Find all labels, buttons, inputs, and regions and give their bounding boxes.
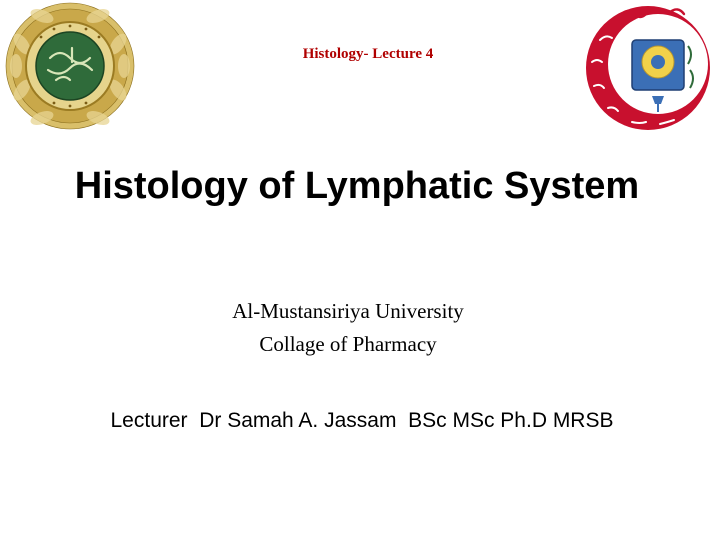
- university-name: Al-Mustansiriya University: [232, 299, 464, 323]
- lecturer-line: Lecturer Dr Samah A. Jassam BSc MSc Ph.D MRSB: [110, 409, 614, 432]
- slide-title: Histology of Lymphatic System: [74, 165, 640, 207]
- institution-block: [0, 295, 696, 361]
- pharmacy-college-emblem-icon: [578, 0, 718, 134]
- university-seal-icon: [2, 0, 138, 134]
- college-name: Collage of Pharmacy: [259, 332, 437, 356]
- lecture-label: Histology- Lecture 4: [302, 46, 434, 62]
